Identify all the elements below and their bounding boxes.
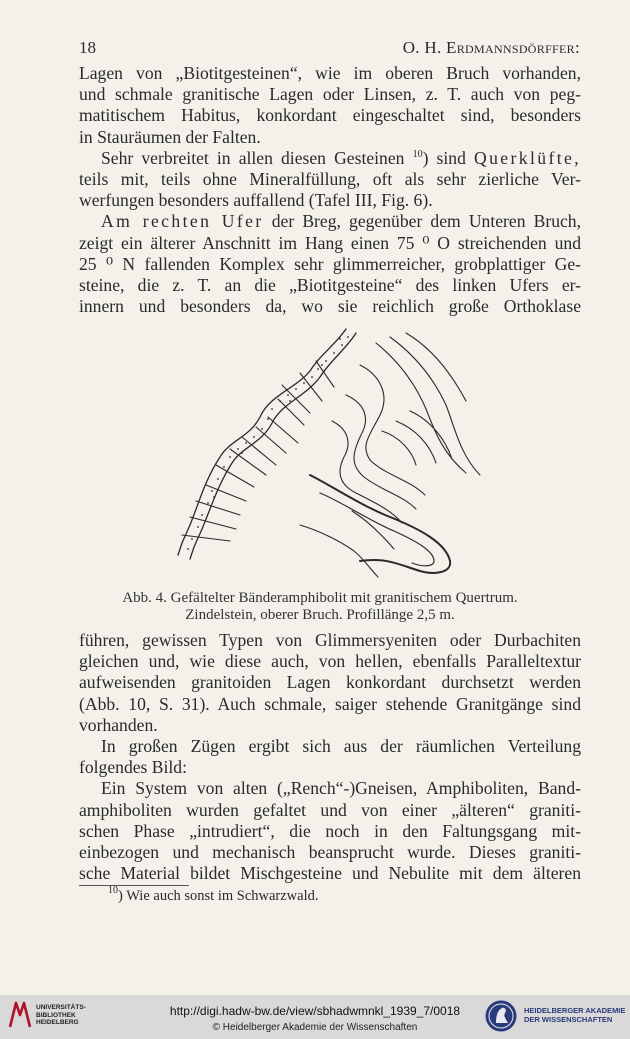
text-line: werfungen besonders auffallend (Tafel III, Fig. 6). (79, 190, 433, 211)
text-block-bottom (79, 630, 581, 884)
footnote-number: 10 (108, 885, 118, 896)
caption-line: Zindelstein, oberer Bruch. Profillänge 2,5 m. (185, 607, 455, 623)
digitization-footer (0, 995, 630, 1039)
text-line: aufweisenden granitoiden Lagen konkordant durchsetzt werden (79, 672, 581, 693)
page-header (79, 38, 580, 60)
text-line: folgendes Bild: (79, 757, 187, 778)
text-line: matitischem Habitus, konkordant eingeschaltet sind, besonders (79, 105, 581, 126)
text-line: Lagen von „Biotitgesteinen“, wie im oberen Bruch vorhanden, (79, 63, 581, 83)
caption-line: Abb. 4. Gefältelter Bänderamphibolit mit granitischem Quertrum. (122, 590, 518, 606)
footnote: $^{10}$) Wie auch sonst im Schwarzwald. (108, 885, 319, 904)
text-line: Am rechten Ufer der Breg, gegenüber dem Unteren Bruch, (101, 211, 581, 232)
academy-name: HEIDELBERGER AKADEMIE DER WISSENSCHAFTEN (524, 1006, 626, 1024)
text-line: gleichen und, wie diese auch, von hellen, ebenfalls Paralleltextur (79, 651, 581, 672)
figure-folded-amphibolite (150, 325, 490, 590)
copyright-notice: © Heidelberger Akademie der Wissenschaften (212, 1022, 418, 1033)
library-name: UNIVERSITÄTS- BIBLIOTHEK HEIDELBERG (36, 1004, 86, 1026)
text-line: Ein System von alten („Rench“-)Gneisen, Amphiboliten, Band- (101, 778, 581, 799)
page-number: 18 (79, 38, 96, 57)
footnote-divider (79, 885, 189, 886)
spaced-emphasis: Am rechten Ufer (101, 211, 264, 232)
spaced-emphasis: Querklüfte, (474, 147, 582, 168)
text-line: amphiboliten wurden gefaltet und von einer „älteren“ graniti- (79, 799, 581, 820)
text-block-top (79, 63, 581, 317)
text-line: einbezogen und mechanisch beansprucht wurde. Dieses graniti- (79, 842, 581, 863)
figure-caption (100, 590, 540, 624)
text-line: führen, gewissen Typen von Glimmersyeniten oder Durbachiten (79, 630, 581, 650)
text-line: steine, die z. T. an die „Biotitgesteine“ des linken Ufers er- (79, 275, 581, 296)
text-line: schen Phase „intrudiert“, die noch in den Faltungsgang mit- (79, 820, 581, 841)
text-line: zeigt ein älterer Anschnitt im Hang einen 75 ⁰ O streichenden und (79, 232, 581, 253)
text-line: vorhanden. (79, 714, 158, 735)
text-line: In großen Zügen ergibt sich aus der räumlichen Verteilung (101, 736, 581, 757)
text-line: (Abb. 10, S. 31). Auch schmale, saiger stehende Granitgänge sind (79, 693, 581, 714)
running-head: O. H. Erdmannsdörffer: (402, 38, 580, 57)
text-line: sche Material bildet Mischgesteine und Nebulite mit dem älteren (79, 863, 581, 884)
text-line: innern und besonders da, wo sie reichlich große Orthoklase (79, 296, 581, 317)
source-url-link[interactable]: http://digi.hadw-bw.de/view/sbhadwmnkl_1939_7/0018 (169, 1004, 461, 1018)
text-line: Sehr verbreitet in allen diesen Gesteinen $^{10}$) sind Querklüfte, (101, 147, 582, 168)
academy-seal-icon (484, 999, 518, 1033)
footnote-ref: 10 (412, 148, 423, 160)
text-line: in Stauräumen der Falten. (79, 126, 261, 147)
text-line: 25 ⁰ N fallenden Komplex sehr glimmerreicher, grobplattiger Ge- (79, 253, 581, 274)
text-line: teils mit, teils ohne Mineralfüllung, oft als sehr zierliche Ver- (79, 169, 581, 190)
text-line: und schmale granitische Lagen oder Linsen, z. T. auch von peg- (79, 84, 581, 105)
